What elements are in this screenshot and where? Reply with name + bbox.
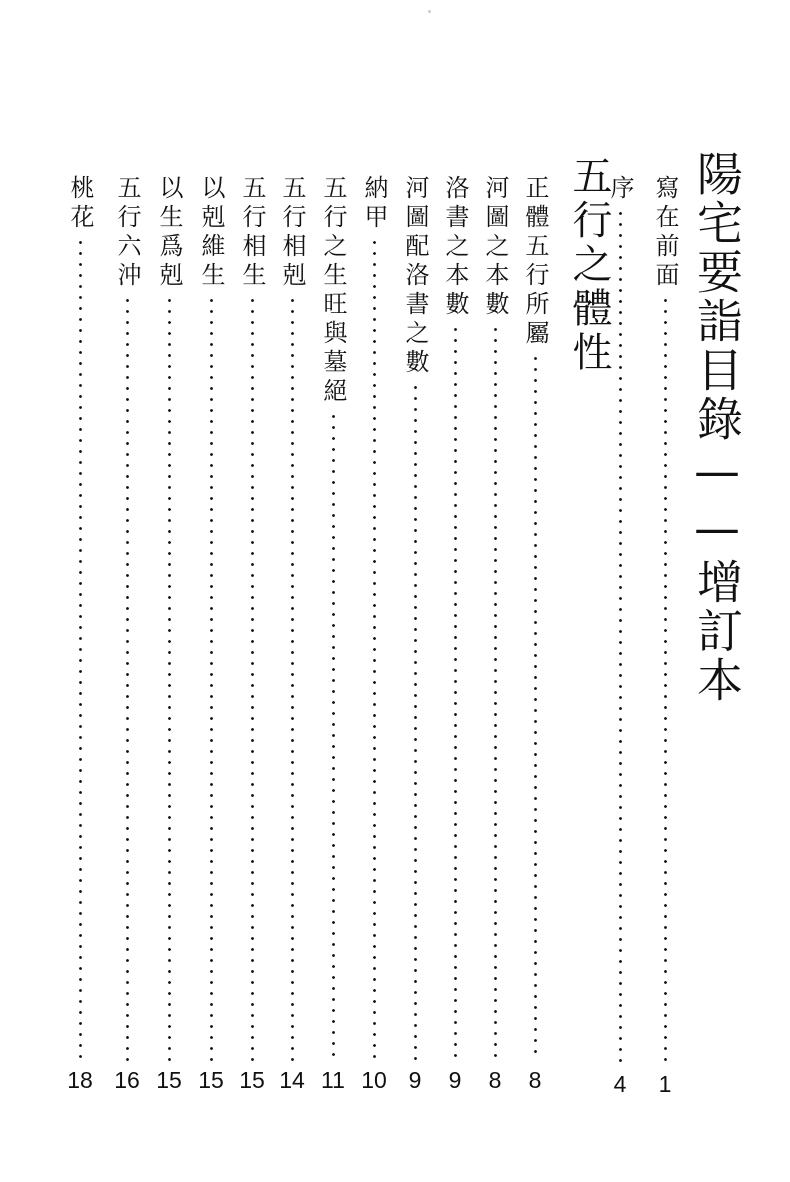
toc-entry-page: 14 (279, 1067, 305, 1093)
dot-leader (126, 295, 129, 1061)
toc-entry-page: 16 (114, 1067, 140, 1093)
toc-entry-label: 以生爲剋 (155, 175, 183, 291)
toc-entry-page: 1 (658, 1071, 672, 1097)
page-mark (428, 10, 431, 13)
toc-entry-page: 4 (613, 1071, 627, 1097)
toc-entry-item[interactable] (277, 175, 307, 1093)
toc-entry-label: 正體五行所屬 (521, 175, 549, 349)
toc-entry-page: 15 (198, 1067, 224, 1093)
toc-entry-preface[interactable] (605, 175, 635, 1097)
dot-leader (251, 295, 254, 1061)
toc-entry-label: 以剋維生 (197, 175, 225, 291)
dot-leader (454, 324, 457, 1061)
section-heading: 五行之體性 (566, 155, 612, 375)
toc-entry-page: 18 (67, 1067, 93, 1093)
toc-entry-item[interactable] (359, 175, 389, 1093)
toc-entry-page: 11 (321, 1067, 345, 1093)
page-title: 陽宅要詣目錄——增訂本 (690, 150, 744, 705)
dot-leader (291, 295, 294, 1061)
toc-entry-item[interactable] (237, 175, 267, 1093)
toc-entry-page: 9 (448, 1067, 462, 1093)
dot-leader (373, 237, 376, 1061)
toc-entry-label: 五行六沖 (113, 175, 141, 291)
dot-leader (494, 324, 497, 1061)
toc-entry-label: 河圖配洛書之數 (401, 175, 429, 378)
toc-entry-label: 寫在前面 (651, 175, 679, 291)
toc-entry-item[interactable] (196, 175, 226, 1093)
toc-entry-page: 9 (408, 1067, 422, 1093)
toc-entry-label: 五行相生 (238, 175, 266, 291)
toc-entry-item[interactable] (440, 175, 470, 1093)
dot-leader (534, 353, 537, 1061)
toc-entry-page: 8 (488, 1067, 502, 1093)
toc-entry-item[interactable] (65, 175, 95, 1093)
toc-entry-item[interactable] (318, 175, 348, 1093)
toc-entry-page: 10 (361, 1067, 387, 1093)
toc-entry-page: 8 (528, 1067, 542, 1093)
toc-entry-item[interactable] (400, 175, 430, 1093)
toc-entry-page: 15 (156, 1067, 182, 1093)
toc-entry-page: 15 (239, 1067, 265, 1093)
dot-leader (79, 237, 82, 1061)
toc-entry-label: 五行之生旺與墓絕 (319, 175, 347, 407)
toc-entry-intro[interactable] (650, 175, 680, 1097)
toc-entry-item[interactable] (112, 175, 142, 1093)
toc-entry-label: 納甲 (360, 175, 388, 233)
dot-leader (168, 295, 171, 1061)
toc-entry-label: 河圖之本數 (481, 175, 509, 320)
dot-leader (414, 382, 417, 1061)
dot-leader (664, 295, 667, 1065)
dot-leader (210, 295, 213, 1061)
toc-entry-label: 桃花 (66, 175, 94, 233)
toc-entry-item[interactable] (480, 175, 510, 1093)
toc-entry-item[interactable] (154, 175, 184, 1093)
toc-entry-item[interactable] (520, 175, 550, 1093)
toc-entry-label: 序 (606, 175, 634, 204)
dot-leader (619, 208, 622, 1065)
toc-entry-label: 洛書之本數 (441, 175, 469, 320)
toc-entry-label: 五行相剋 (278, 175, 306, 291)
dot-leader (332, 411, 335, 1061)
